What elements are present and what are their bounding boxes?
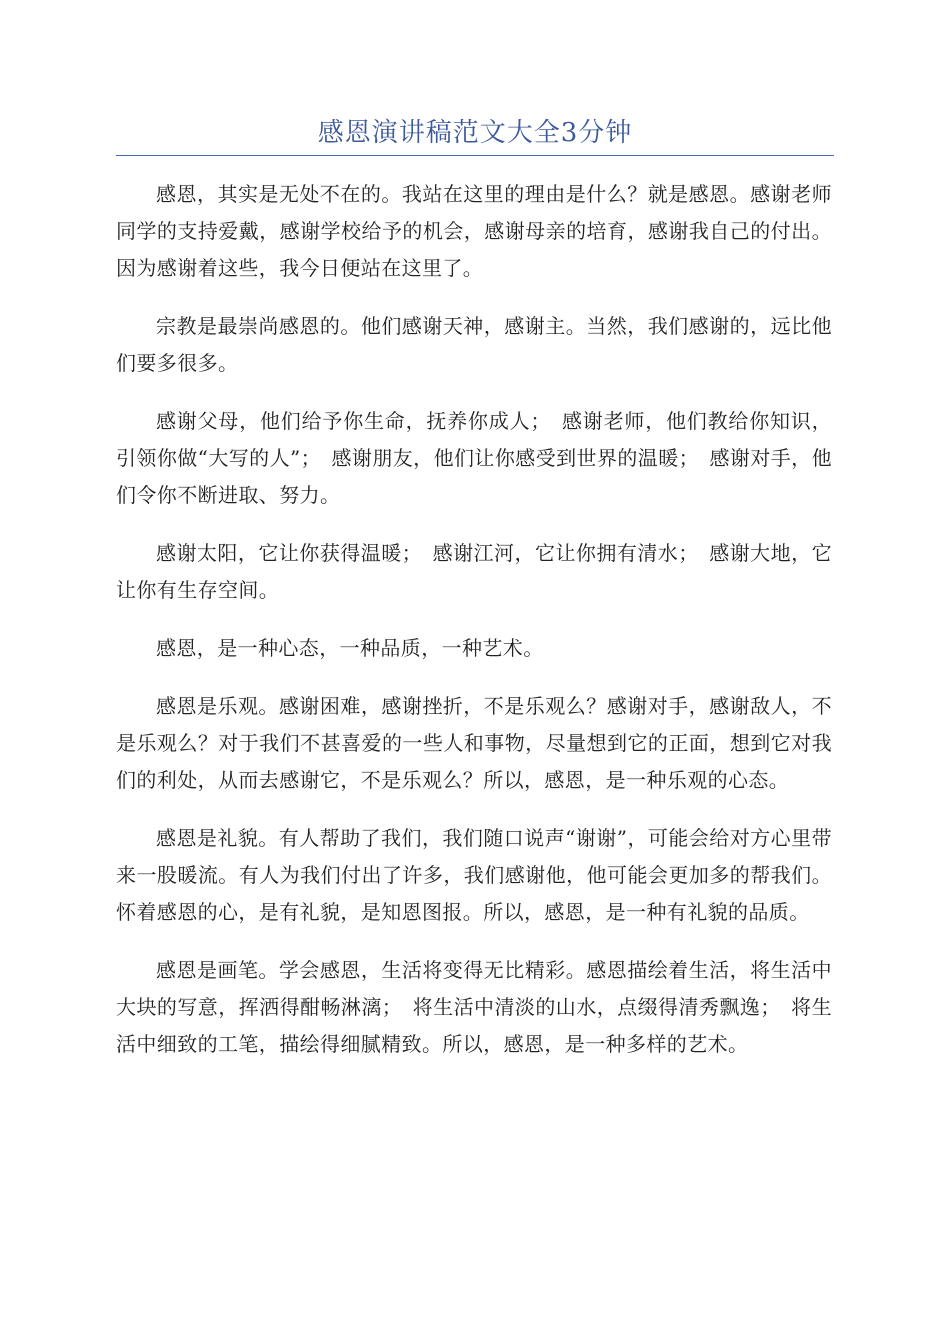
paragraph-1: 感恩，其实是无处不在的。我站在这里的理由是什么？就是感恩。感谢老师同学的支持爱戴，感谢学校给予的机会，感谢母亲的培育，感谢我自己的付出。因为感谢着这些，我今日便站在这里了。 — [116, 182, 832, 280]
paragraph-6: 感恩是乐观。感谢困难，感谢挫折，不是乐观么？感谢对手，感谢敌人，不是乐观么？对于我们不甚喜爱的一些人和事物，尽量想到它的正面，想到它对我们的利处，从而去感谢它，不是乐观么？所以，感恩，是一种乐观的心态。 — [116, 694, 832, 792]
paragraph-2: 宗教是最崇尚感恩的。他们感谢天神，感谢主。当然，我们感谢的，远比他们要多很多。 — [116, 314, 832, 375]
title-underline — [116, 155, 834, 156]
document-title: 感恩演讲稿范文大全3分钟 — [317, 118, 633, 148]
paragraph-8: 感恩是画笔。学会感恩，生活将变得无比精彩。感恩描绘着生活，将生活中大块的写意，挥洒得酣畅淋漓； 将生活中清淡的山水，点缀得清秀飘逸； 将生活中细致的工笔，描绘得细腻精致。所以，感恩，是一种多样的艺术。 — [116, 958, 832, 1056]
paragraph-3: 感谢父母，他们给予你生命，抚养你成人； 感谢老师，他们教给你知识，引领你做“大写的人”； 感谢朋友，他们让你感受到世界的温暖； 感谢对手，他们令你不断进取、努力。 — [116, 409, 832, 507]
paragraph-4: 感谢太阳，它让你获得温暖； 感谢江河，它让你拥有清水； 感谢大地，它让你有生存空间。 — [116, 541, 832, 602]
paragraph-5: 感恩，是一种心态，一种品质，一种艺术。 — [156, 636, 544, 660]
paragraph-7: 感恩是礼貌。有人帮助了我们，我们随口说声“谢谢”，可能会给对方心里带来一股暖流。有人为我们付出了许多，我们感谢他，他可能会更加多的帮我们。怀着感恩的心，是有礼貌，是知恩图报。所以，感恩，是一种有礼貌的品质。 — [116, 826, 832, 924]
document-body — [116, 176, 832, 1084]
